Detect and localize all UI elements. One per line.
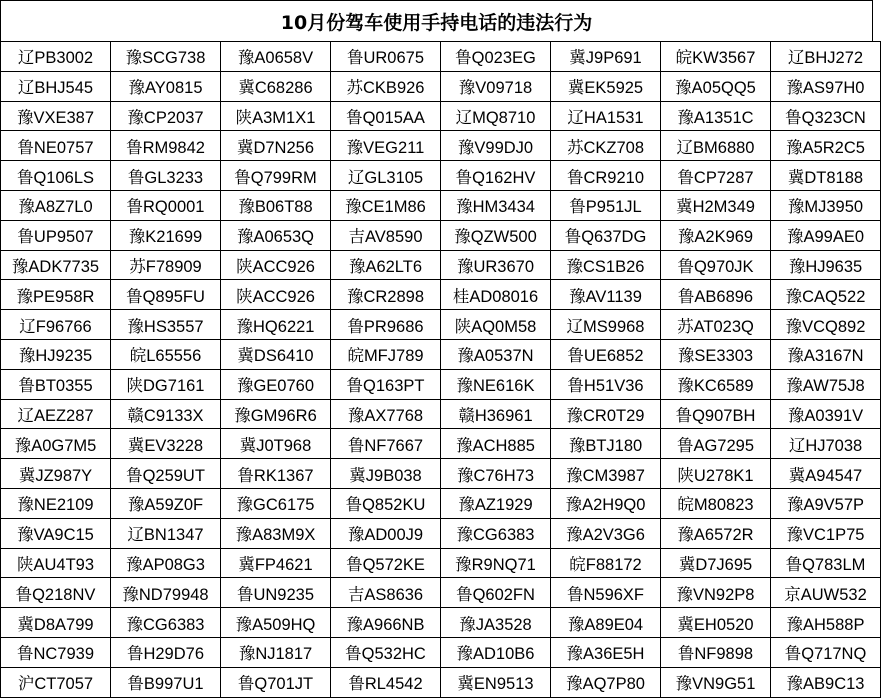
plate-cell[interactable]: 豫A0658V bbox=[221, 42, 331, 72]
plate-cell[interactable]: 豫AH588P bbox=[771, 608, 881, 638]
plate-cell[interactable]: 辽BM6880 bbox=[661, 131, 771, 161]
plate-cell[interactable]: 豫ADK7735 bbox=[1, 250, 111, 280]
table-row bbox=[1, 399, 881, 429]
plate-cell[interactable]: 吉AV8590 bbox=[331, 220, 441, 250]
table-row bbox=[1, 548, 881, 578]
plate-cell[interactable]: 鲁UP9507 bbox=[1, 220, 111, 250]
plate-cell[interactable]: 鲁NF7667 bbox=[331, 429, 441, 459]
plate-cell[interactable]: 豫A89E04 bbox=[551, 608, 661, 638]
sheet-title: 10月份驾车使用手持电话的违法行为 bbox=[0, 0, 873, 42]
plate-cell[interactable]: 豫AY0815 bbox=[111, 71, 221, 101]
plate-cell[interactable]: 辽HJ7038 bbox=[771, 429, 881, 459]
plate-cell[interactable]: 豫HJ9635 bbox=[771, 250, 881, 280]
plate-cell[interactable]: 冀D7J695 bbox=[661, 548, 771, 578]
plate-cell[interactable]: 鲁AG7295 bbox=[661, 429, 771, 459]
table-row bbox=[1, 42, 881, 72]
plate-cell[interactable]: 豫C76H73 bbox=[441, 459, 551, 489]
plate-cell[interactable]: 豫K21699 bbox=[111, 220, 221, 250]
plate-cell[interactable]: 辽MS9968 bbox=[551, 310, 661, 340]
plate-cell[interactable]: 豫ND79948 bbox=[111, 578, 221, 608]
plate-cell[interactable]: 豫A0391V bbox=[771, 399, 881, 429]
plate-cell[interactable]: 陕A3M1X1 bbox=[221, 101, 331, 131]
plate-cell[interactable]: 鲁Q852KU bbox=[331, 488, 441, 518]
table-row bbox=[1, 369, 881, 399]
plate-cell[interactable]: 冀EV3228 bbox=[111, 429, 221, 459]
plate-cell[interactable]: 豫ACH885 bbox=[441, 429, 551, 459]
plate-cell[interactable]: 鲁Q259UT bbox=[111, 459, 221, 489]
plate-cell[interactable]: 豫CR2898 bbox=[331, 280, 441, 310]
plate-cell[interactable]: 豫AD10B6 bbox=[441, 637, 551, 667]
plate-cell[interactable]: 鲁Q023EG bbox=[441, 42, 551, 72]
plate-cell[interactable]: 豫A8Z7L0 bbox=[1, 190, 111, 220]
plate-cell[interactable]: 冀C68286 bbox=[221, 71, 331, 101]
table-row bbox=[1, 667, 881, 697]
plate-cell[interactable]: 豫GC6175 bbox=[221, 488, 331, 518]
plate-cell[interactable]: 鲁Q162HV bbox=[441, 161, 551, 191]
plate-cell[interactable]: 辽HA1531 bbox=[551, 101, 661, 131]
table-row bbox=[1, 429, 881, 459]
plate-cell[interactable]: 豫CAQ522 bbox=[771, 280, 881, 310]
plate-cell[interactable]: 赣C9133X bbox=[111, 399, 221, 429]
plate-cell[interactable]: 鲁Q895FU bbox=[111, 280, 221, 310]
plate-cell[interactable]: 豫CM3987 bbox=[551, 459, 661, 489]
plate-cell[interactable]: 豫PE958R bbox=[1, 280, 111, 310]
plate-cell[interactable]: 豫A0653Q bbox=[221, 220, 331, 250]
plate-cell[interactable]: 鲁Q717NQ bbox=[771, 637, 881, 667]
plate-cell[interactable]: 豫AP08G3 bbox=[111, 548, 221, 578]
plate-cell[interactable]: 豫VXE387 bbox=[1, 101, 111, 131]
plate-cell[interactable]: 豫UR3670 bbox=[441, 250, 551, 280]
plate-cell[interactable]: 豫CG6383 bbox=[111, 608, 221, 638]
plate-cell[interactable]: 豫A6572R bbox=[661, 518, 771, 548]
plate-cell[interactable]: 豫A3167N bbox=[771, 339, 881, 369]
plate-cell[interactable]: 豫HS3557 bbox=[111, 310, 221, 340]
plate-cell[interactable]: 鲁NC7939 bbox=[1, 637, 111, 667]
plate-cell[interactable]: 豫A83M9X bbox=[221, 518, 331, 548]
plate-cell[interactable]: 鲁BT0355 bbox=[1, 369, 111, 399]
plate-cell[interactable]: 豫VN9G51 bbox=[661, 667, 771, 697]
plate-cell[interactable]: 豫HJ9235 bbox=[1, 339, 111, 369]
plate-cell[interactable]: 豫A1351C bbox=[661, 101, 771, 131]
plate-cell[interactable]: 冀J9B038 bbox=[331, 459, 441, 489]
plate-cell[interactable]: 豫VA9C15 bbox=[1, 518, 111, 548]
plate-cell[interactable]: 鲁Q163PT bbox=[331, 369, 441, 399]
plate-cell[interactable]: 豫AV1139 bbox=[551, 280, 661, 310]
plate-cell[interactable]: 豫AQ7P80 bbox=[551, 667, 661, 697]
plate-cell[interactable]: 豫A966NB bbox=[331, 608, 441, 638]
plate-cell[interactable]: 鲁AB6896 bbox=[661, 280, 771, 310]
plate-cell[interactable]: 吉AS8636 bbox=[331, 578, 441, 608]
plate-cell[interactable]: 豫CP2037 bbox=[111, 101, 221, 131]
plate-cell[interactable]: 冀A94547 bbox=[771, 459, 881, 489]
plate-cell[interactable]: 冀EN9513 bbox=[441, 667, 551, 697]
plate-cell[interactable]: 鲁UE6852 bbox=[551, 339, 661, 369]
table-row bbox=[1, 101, 881, 131]
table-row bbox=[1, 518, 881, 548]
plate-cell[interactable]: 豫A2H9Q0 bbox=[551, 488, 661, 518]
plate-cell[interactable]: 鲁RQ0001 bbox=[111, 190, 221, 220]
plate-cell[interactable]: 豫CR0T29 bbox=[551, 399, 661, 429]
plate-table-body bbox=[1, 42, 881, 698]
table-row bbox=[1, 310, 881, 340]
plate-cell[interactable]: 豫GM96R6 bbox=[221, 399, 331, 429]
plate-cell[interactable]: 豫QZW500 bbox=[441, 220, 551, 250]
plate-cell[interactable]: 鲁Q602FN bbox=[441, 578, 551, 608]
plate-cell[interactable]: 冀FP4621 bbox=[221, 548, 331, 578]
table-row bbox=[1, 578, 881, 608]
plate-cell[interactable]: 豫MJ3950 bbox=[771, 190, 881, 220]
plate-cell[interactable]: 皖MFJ789 bbox=[331, 339, 441, 369]
plate-cell[interactable]: 鲁H51V36 bbox=[551, 369, 661, 399]
plate-cell[interactable]: 鲁B997U1 bbox=[111, 667, 221, 697]
table-row bbox=[1, 131, 881, 161]
plate-cell[interactable]: 鲁Q701JT bbox=[221, 667, 331, 697]
plate-cell[interactable]: 陕U278K1 bbox=[661, 459, 771, 489]
plate-cell[interactable]: 鲁Q532HC bbox=[331, 637, 441, 667]
plate-cell[interactable]: 赣H36961 bbox=[441, 399, 551, 429]
table-row bbox=[1, 637, 881, 667]
plate-cell[interactable]: 陕AQ0M58 bbox=[441, 310, 551, 340]
plate-cell[interactable]: 辽BHJ272 bbox=[771, 42, 881, 72]
plate-cell[interactable]: 鲁Q015AA bbox=[331, 101, 441, 131]
plate-cell[interactable]: 豫V99DJ0 bbox=[441, 131, 551, 161]
plate-cell[interactable]: 豫AS97H0 bbox=[771, 71, 881, 101]
plate-cell[interactable]: 皖L65556 bbox=[111, 339, 221, 369]
plate-cell[interactable]: 陕ACC926 bbox=[221, 250, 331, 280]
table-row bbox=[1, 459, 881, 489]
plate-cell[interactable]: 苏CKZ708 bbox=[551, 131, 661, 161]
plate-cell[interactable]: 鲁Q218NV bbox=[1, 578, 111, 608]
plate-cell[interactable]: 鲁PR9686 bbox=[331, 310, 441, 340]
plate-cell[interactable]: 豫A0G7M5 bbox=[1, 429, 111, 459]
plate-cell[interactable]: 豫SCG738 bbox=[111, 42, 221, 72]
plate-cell[interactable]: 辽MQ8710 bbox=[441, 101, 551, 131]
plate-cell[interactable]: 皖F88172 bbox=[551, 548, 661, 578]
plate-cell[interactable]: 豫AZ1929 bbox=[441, 488, 551, 518]
plate-cell[interactable]: 豫AD00J9 bbox=[331, 518, 441, 548]
plate-cell[interactable]: 鲁CP7287 bbox=[661, 161, 771, 191]
plate-cell[interactable]: 冀EH0520 bbox=[661, 608, 771, 638]
table-row bbox=[1, 161, 881, 191]
plate-cell[interactable]: 鲁NF9898 bbox=[661, 637, 771, 667]
plate-cell[interactable]: 鲁Q572KE bbox=[331, 548, 441, 578]
plate-cell[interactable]: 豫VCQ892 bbox=[771, 310, 881, 340]
plate-cell[interactable]: 豫A9V57P bbox=[771, 488, 881, 518]
plate-cell[interactable]: 豫HQ6221 bbox=[221, 310, 331, 340]
plate-cell[interactable]: 冀JZ987Y bbox=[1, 459, 111, 489]
plate-cell[interactable]: 辽AEZ287 bbox=[1, 399, 111, 429]
plate-cell[interactable]: 豫A99AE0 bbox=[771, 220, 881, 250]
plate-cell[interactable]: 豫CG6383 bbox=[441, 518, 551, 548]
plate-cell[interactable]: 辽F96766 bbox=[1, 310, 111, 340]
plate-cell[interactable]: 鲁Q106LS bbox=[1, 161, 111, 191]
plate-cell[interactable]: 苏F78909 bbox=[111, 250, 221, 280]
plate-cell[interactable]: 鲁P951JL bbox=[551, 190, 661, 220]
plate-cell[interactable]: 鲁UN9235 bbox=[221, 578, 331, 608]
plate-cell[interactable]: 豫VN92P8 bbox=[661, 578, 771, 608]
plate-cell[interactable]: 冀DT8188 bbox=[771, 161, 881, 191]
plate-cell[interactable]: 鲁RL4542 bbox=[331, 667, 441, 697]
plate-cell[interactable]: 豫SE3303 bbox=[661, 339, 771, 369]
table-row bbox=[1, 608, 881, 638]
plate-cell[interactable]: 冀D8A799 bbox=[1, 608, 111, 638]
plate-cell[interactable]: 豫A2V3G6 bbox=[551, 518, 661, 548]
plate-cell[interactable]: 豫A59Z0F bbox=[111, 488, 221, 518]
plate-cell[interactable]: 鲁Q783LM bbox=[771, 548, 881, 578]
table-row bbox=[1, 488, 881, 518]
plate-cell[interactable]: 辽GL3105 bbox=[331, 161, 441, 191]
table-row bbox=[1, 339, 881, 369]
plate-cell[interactable]: 冀DS6410 bbox=[221, 339, 331, 369]
plate-cell[interactable]: 鲁GL3233 bbox=[111, 161, 221, 191]
plate-cell[interactable]: 豫A5R2C5 bbox=[771, 131, 881, 161]
plate-cell[interactable]: 皖KW3567 bbox=[661, 42, 771, 72]
plate-cell[interactable]: 鲁Q323CN bbox=[771, 101, 881, 131]
table-row bbox=[1, 71, 881, 101]
plate-cell[interactable]: 苏AT023Q bbox=[661, 310, 771, 340]
plate-cell[interactable]: 鲁Q970JK bbox=[661, 250, 771, 280]
plate-cell[interactable]: 豫CE1M86 bbox=[331, 190, 441, 220]
plate-cell[interactable]: 鲁Q907BH bbox=[661, 399, 771, 429]
plate-cell[interactable]: 鲁UR0675 bbox=[331, 42, 441, 72]
plate-cell[interactable]: 陕ACC926 bbox=[221, 280, 331, 310]
table-row bbox=[1, 280, 881, 310]
plate-cell[interactable]: 豫A62LT6 bbox=[331, 250, 441, 280]
table-row bbox=[1, 250, 881, 280]
plate-cell[interactable]: 豫VC1P75 bbox=[771, 518, 881, 548]
plate-cell[interactable]: 鲁NE0757 bbox=[1, 131, 111, 161]
plate-cell[interactable]: 辽PB3002 bbox=[1, 42, 111, 72]
plate-cell[interactable]: 冀J0T968 bbox=[221, 429, 331, 459]
plate-cell[interactable]: 豫A36E5H bbox=[551, 637, 661, 667]
plate-cell[interactable]: 沪CT7057 bbox=[1, 667, 111, 697]
plate-cell[interactable]: 豫A509HQ bbox=[221, 608, 331, 638]
plate-cell[interactable]: 豫VEG211 bbox=[331, 131, 441, 161]
table-row bbox=[1, 190, 881, 220]
plate-cell[interactable]: 鲁RK1367 bbox=[221, 459, 331, 489]
plate-cell[interactable]: 冀D7N256 bbox=[221, 131, 331, 161]
plate-cell[interactable]: 京AUW532 bbox=[771, 578, 881, 608]
plate-cell[interactable]: 豫KC6589 bbox=[661, 369, 771, 399]
plate-cell[interactable]: 豫BTJ180 bbox=[551, 429, 661, 459]
plate-cell[interactable]: 豫A2K969 bbox=[661, 220, 771, 250]
plate-cell[interactable]: 豫JA3528 bbox=[441, 608, 551, 638]
plate-cell[interactable]: 豫NE616K bbox=[441, 369, 551, 399]
plate-cell[interactable]: 桂AD08016 bbox=[441, 280, 551, 310]
plate-cell[interactable]: 豫AX7768 bbox=[331, 399, 441, 429]
plate-cell[interactable]: 豫AW75J8 bbox=[771, 369, 881, 399]
plate-cell[interactable]: 豫AB9C13 bbox=[771, 667, 881, 697]
plate-cell[interactable]: 陕DG7161 bbox=[111, 369, 221, 399]
plate-cell[interactable]: 豫GE0760 bbox=[221, 369, 331, 399]
plate-cell[interactable]: 辽BN1347 bbox=[111, 518, 221, 548]
plate-cell[interactable]: 豫R9NQ71 bbox=[441, 548, 551, 578]
plate-cell[interactable]: 鲁Q637DG bbox=[551, 220, 661, 250]
plate-cell[interactable]: 鲁N596XF bbox=[551, 578, 661, 608]
plate-cell[interactable]: 冀EK5925 bbox=[551, 71, 661, 101]
plate-cell[interactable]: 豫V09718 bbox=[441, 71, 551, 101]
plate-cell[interactable]: 豫HM3434 bbox=[441, 190, 551, 220]
plate-cell[interactable]: 苏CKB926 bbox=[331, 71, 441, 101]
plate-cell[interactable]: 陕AU4T93 bbox=[1, 548, 111, 578]
plate-cell[interactable]: 冀J9P691 bbox=[551, 42, 661, 72]
plate-cell[interactable]: 鲁RM9842 bbox=[111, 131, 221, 161]
plate-cell[interactable]: 鲁H29D76 bbox=[111, 637, 221, 667]
plate-cell[interactable]: 豫NE2109 bbox=[1, 488, 111, 518]
plate-cell[interactable]: 豫CS1B26 bbox=[551, 250, 661, 280]
table-row bbox=[1, 220, 881, 250]
plate-cell[interactable]: 豫A0537N bbox=[441, 339, 551, 369]
plate-cell[interactable]: 辽BHJ545 bbox=[1, 71, 111, 101]
plate-cell[interactable]: 鲁CR9210 bbox=[551, 161, 661, 191]
plate-cell[interactable]: 豫A05QQ5 bbox=[661, 71, 771, 101]
plate-cell[interactable]: 皖M80823 bbox=[661, 488, 771, 518]
plate-cell[interactable]: 豫NJ1817 bbox=[221, 637, 331, 667]
plate-table bbox=[0, 41, 881, 698]
plate-cell[interactable]: 鲁Q799RM bbox=[221, 161, 331, 191]
plate-cell[interactable]: 冀H2M349 bbox=[661, 190, 771, 220]
plate-cell[interactable]: 豫B06T88 bbox=[221, 190, 331, 220]
